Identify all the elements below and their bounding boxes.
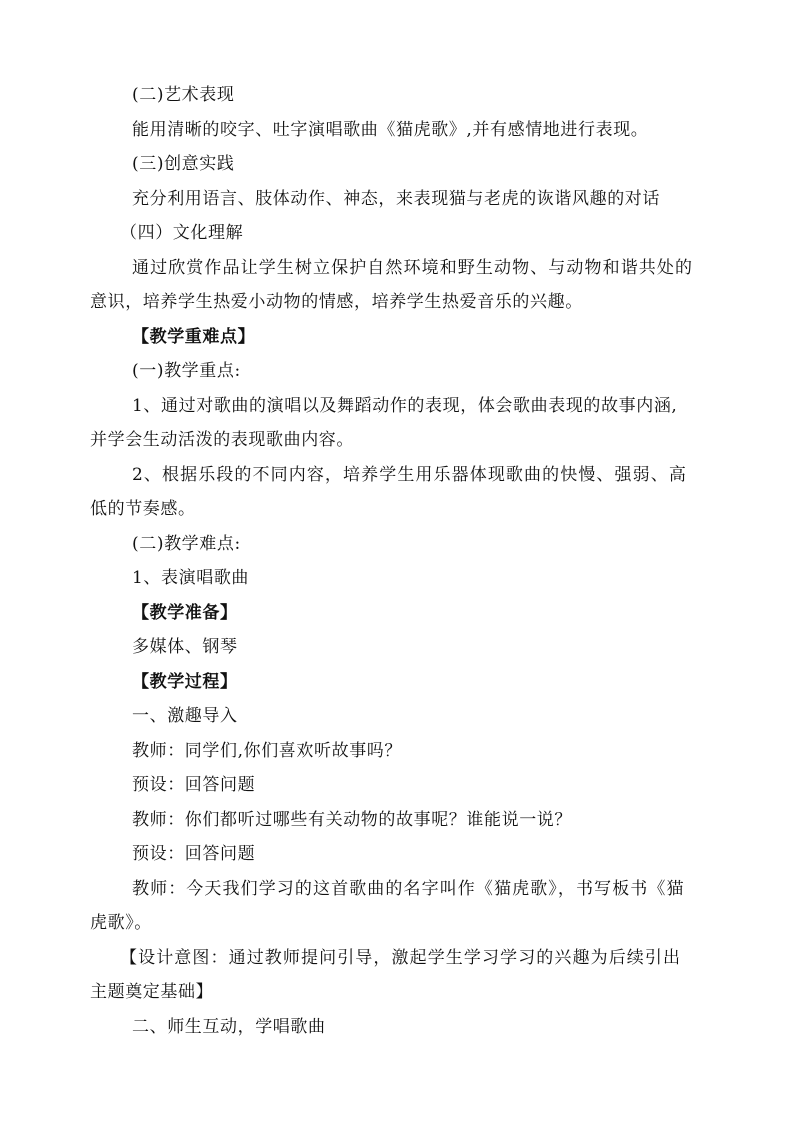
paragraph-line: 低的节奏感。 <box>90 499 196 519</box>
subheading-introduction: 一、激趣导入 <box>132 706 238 726</box>
paragraph-line: 教师：今天我们学习的这首歌曲的名字叫作《猫虎歌》，书写板书《猫 <box>132 878 685 899</box>
paragraph-line: 能用清晰的咬字、吐字演唱歌曲《猫虎歌》,并有感情地进行表现。 <box>132 119 649 140</box>
paragraph-line: 1、表演唱歌曲 <box>132 568 250 588</box>
subheading-teaching-focus: (一)教学重点: <box>132 361 241 381</box>
paragraph-line: 意识，培养学生热爱小动物的情感，培养学生热爱音乐的兴趣。 <box>90 292 583 312</box>
paragraph-line: 2、根据乐段的不同内容，培养学生用乐器体现歌曲的快慢、强弱、高 <box>132 464 687 485</box>
heading-teaching-key-points: 【教学重难点】 <box>132 326 256 347</box>
paragraph-line: 预设：回答问题 <box>132 775 256 795</box>
heading-teaching-process: 【教学过程】 <box>132 671 238 692</box>
document-page <box>90 78 710 1044</box>
heading-teaching-preparation: 【教学准备】 <box>132 602 238 623</box>
paragraph-line: 多媒体、钢琴 <box>132 637 238 657</box>
paragraph-line: 【设计意图：通过教师提问引导，激起学生学习学习的兴趣为后续引出 <box>120 947 682 968</box>
paragraph-line: 并学会生动活泼的表现歌曲内容。 <box>90 430 354 450</box>
subheading-teaching-difficulty: (二)教学难点: <box>132 533 241 554</box>
subheading-interaction: 二、师生互动，学唱歌曲 <box>132 1016 326 1037</box>
paragraph-line: 充分利用语言、肢体动作、神态，来表现猫与老虎的诙谐风趣的对话 <box>132 188 660 209</box>
paragraph-line: 1、通过对歌曲的演唱以及舞蹈动作的表现，体会歌曲表现的故事内涵, <box>132 395 678 416</box>
section-heading-cultural-understanding: （四）文化理解 <box>120 223 244 243</box>
paragraph-line: 教师：你们都听过哪些有关动物的故事呢？谁能说一说？ <box>132 809 572 830</box>
section-heading-creative-practice: (三)创意实践 <box>132 154 235 174</box>
paragraph-line: 通过欣赏作品让学生树立保护自然环境和野生动物、与动物和谐共处的 <box>132 257 694 278</box>
paragraph-line: 虎歌》。 <box>90 913 152 933</box>
section-heading-artistic-expression: (二)艺术表现 <box>132 85 235 105</box>
paragraph-line: 教师：同学们,你们喜欢听故事吗？ <box>132 740 403 761</box>
paragraph-line: 主题奠定基础】 <box>90 982 214 1002</box>
paragraph-line: 预设：回答问题 <box>132 844 256 864</box>
